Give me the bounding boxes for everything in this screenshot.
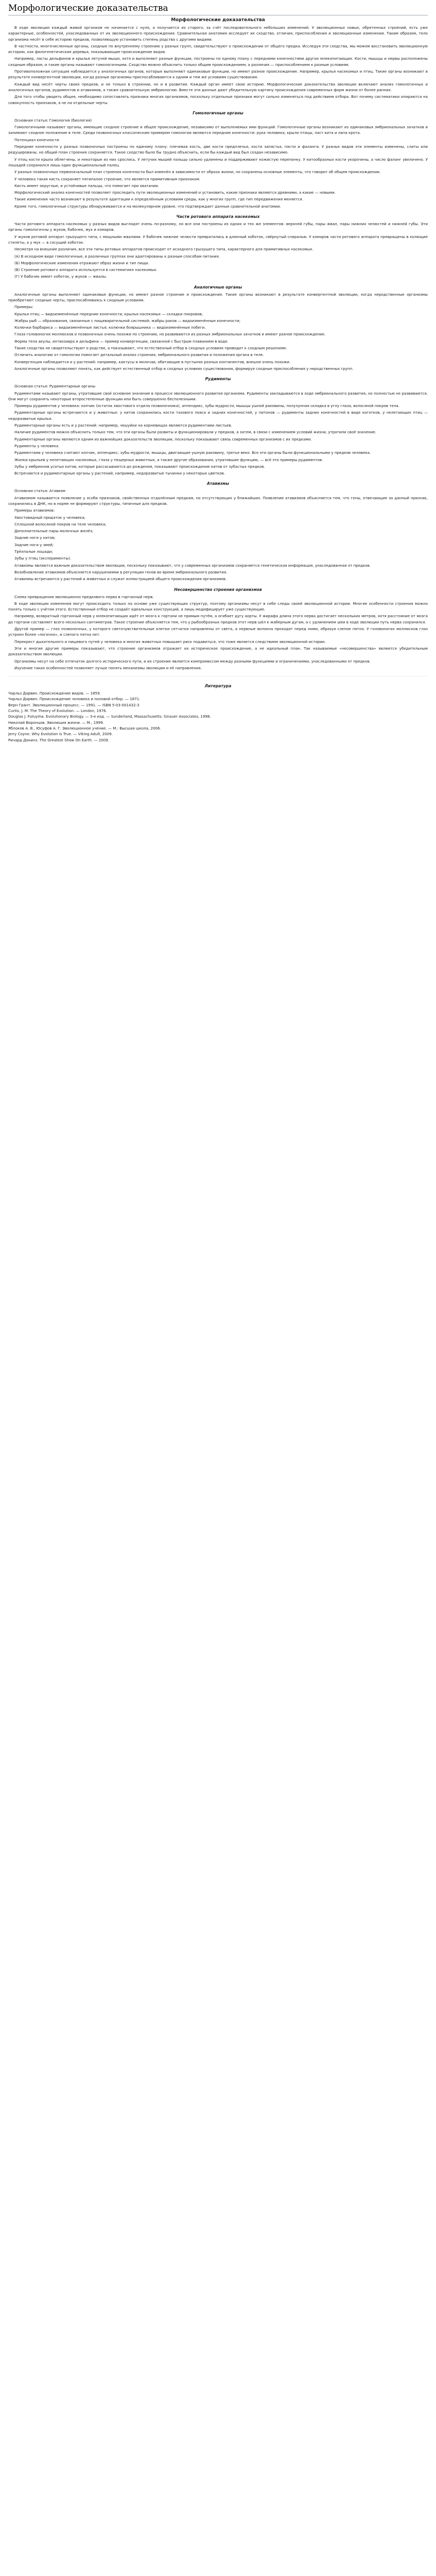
- paragraph: Дополнительные пары молочных желёз;: [14, 529, 94, 534]
- paragraph: Трёхпалые лошади;: [14, 549, 53, 554]
- paragraph: Отличить аналогию от гомологии помогает детальный анализ строения, эмбрионального развития и положения органа в теле.: [14, 352, 264, 358]
- paragraph: Аналогичные органы позволяют понять, как действует естественный отбор в сходных условиях существования, формируя сходные приспособления у неродственных групп.: [14, 366, 354, 371]
- paragraph: Потенциал конечности: [14, 137, 59, 142]
- paragraph: Жилки крыльев у нелетающих насекомых, глаза у пещерных животных, а также другие образования, утратившие функцию, — всё это примеры рудиментов.: [14, 457, 323, 462]
- paragraph: Основная статья: Гомология (биология): [14, 117, 92, 123]
- paragraph: Такие сходства не свидетельствуют о родстве, а показывают, что естественный отбор в сходных условиях приводит к сходным решениям.: [14, 346, 287, 351]
- paragraph: Колючки барбариса — видоизменённые листья; колючки боярышника — видоизменённые побеги.: [14, 325, 206, 330]
- paragraph: Морфологический анализ конечностей позволяет проследить пути эволюционных изменений и установить, какие признаки являются древними, а какие — новыми.: [14, 190, 336, 195]
- paragraph: Примеры атавизмов:: [14, 508, 55, 513]
- paragraph: Встречаются и рудиментарные органы у растений, например, недоразвитые тычинки у некоторых цветков.: [14, 471, 225, 476]
- paragraph: Зубы у птиц (эксперименты).: [14, 556, 71, 561]
- paragraph: Наличие рудиментов можно объяснить только тем, что эти органы были развиты и функционировали у предков, а затем, в связи с изменением условий жизни, утратили своё значение.: [14, 430, 376, 435]
- paragraph: Хвостовидный придаток у человека;: [14, 515, 86, 520]
- literature-item: Douglas J. Futuyma. Evolutionary Biology. — 3-е изд. — Sunderland, Massachusetts: Sinauer Associates, 1998.: [8, 714, 211, 719]
- paragraph: Рудиментарные органы встречаются и у животных: у китов сохранились кости тазового пояса и задних конечностей, у питонов — рудименты задних конечностей в виде коготков, у нелетающих птиц — недоразвитые крылья.: [8, 410, 428, 421]
- literature-item: Curtis, J. M. The Theory of Evolution. — London, 1976.: [8, 708, 107, 714]
- paragraph: Глаза головоногих моллюсков и позвоночных очень похожи по строению, но развиваются из разных эмбриональных зачатков и имеют разное происхождение.: [14, 332, 326, 337]
- article-title: Морфологические доказательства: [171, 18, 265, 23]
- paragraph: Каждый вид несёт черты своих предков, и не только в строении, но и в развитии. Каждый орган имеет свою историю. Морфологические доказательства эволюции включают анализ гомологичных и аналогичных органов, рудиментов и атавизмов, а также сравнительную эмбриологию. Вместе эти данные дают убедительную картину происхождения современных форм жизни от более ранних.: [8, 81, 428, 92]
- paragraph: У разных позвоночных первоначальный план строения конечности был изменён в зависимости от образа жизни, но сохранены основные элементы, что говорит об общем происхождении.: [14, 170, 381, 175]
- paragraph: Организмы несут на себе отпечаток долгого исторического пути, и их строение является компромиссом между разными функциями и ограничениями, унаследованными от предков.: [14, 658, 371, 664]
- paragraph: Противоположная ситуация наблюдается у аналогичных органов, которые выполняют одинаковые функции, но имеют разное происхождение. Например, крылья насекомых и птиц. Такие органы возникают в результате конвергентной эволюции, когда разные организмы приспосабливаются к одним и тем же условиям существования.: [8, 69, 428, 80]
- paragraph: В ходе эволюции изменения могут происходить только на основе уже существующих структур, поэтому организмы несут в себе следы своей эволюционной истории. Многие особенности строения можно понять только с учётом этого. Естественный отбор не создаёт идеальных конструкций, а лишь модифицирует уже существующие.: [8, 601, 428, 612]
- literature-list: [8, 690, 428, 743]
- paragraph: Гомологичными называют органы, имеющие сходное строение и общее происхождение, независимо от выполняемых ими функций. Гомологичные органы возникают из одинаковых эмбриональных зачатков и занимают сходное положение в теле. Среди позвоночных классическим примером гомологии являются передние конечности: рука человека, крыло птицы, ласт кита и лапа крота.: [8, 125, 428, 135]
- literature-item: Ричард Докинз. The Greatest Show On Earth. — 2009.: [8, 737, 109, 742]
- section-title: Части ротового аппарата насекомых: [176, 214, 260, 219]
- paragraph: Например, возвратный гортанный нерв у млекопитающих идёт от мозга к гортани не прямым путём, а огибает дугу аорты. У жирафа длина этого нерва достигает нескольких метров, хотя расстояние от мозга до гортани составляет всего несколько сантиметров. Такое строение объясняется тем, что у рыбообразных предков этот нерв шёл к жаберным дугам, а с удлинением шеи в ходе эволюции путь нерва сохранился.: [8, 614, 428, 624]
- section-title: Несовершенство строения организмов: [174, 587, 262, 592]
- paragraph: Рудиментарные органы являются одним из важнейших доказательств эволюции, поскольку показывают связь современных организмов с их предками.: [14, 436, 312, 442]
- paragraph: Атавизмом называется появление у особи признаков, свойственных отдалённым предкам, но отсутствующих у ближайших. Появление атавизмов объясняется тем, что гены, отвечающие за данный признак, сохранились в ДНК, но в норме не формируют структуры, типичные для предков.: [8, 495, 428, 506]
- paragraph: Другой пример — глаз позвоночных, у которого светочувствительные клетки сетчатки направлены от света, а нервные волокна проходят перед ними, образуя слепое пятно. У головоногих моллюсков глаз устроен более «логично», и слепого пятна нет.: [8, 626, 428, 637]
- paragraph: В частности, многочисленные органы, сходные по внутреннему строению у разных групп, свидетельствуют о происхождении от общего предка. Исследуя эти сходства, мы можем восстановить эволюционную историю, как филогенетические деревья, показывающие происхождение видов.: [8, 43, 428, 55]
- paragraph: Возобновление атавизмов объясняется нарушениями в регуляции генов во время эмбрионального развития.: [14, 569, 228, 574]
- section-title: Аналогичные органы: [194, 284, 242, 290]
- paragraph: Рудименты у человека: [14, 443, 59, 448]
- paragraph: Эти и многие другие примеры показывают, что строение организмов отражает их историческое происхождение, а не идеальный план. Так называемые «несовершенства» являются убедительным доказательством эволюции.: [8, 646, 428, 657]
- paragraph: Атавизмы встречаются у растений и животных и служат иллюстрацией общего происхождения организмов.: [14, 577, 227, 582]
- paragraph: (А) В исходном виде гомологичные, в различных группах они адаптированы к разным способам питания.: [14, 253, 220, 259]
- paragraph: Изучение таких особенностей позволяет лучше понять механизмы эволюции и её направления.: [14, 665, 202, 670]
- paragraph: Такие изменения часто возникают в результате адаптации к определённым условиям среды, как у многих групп, где тип передвижения меняется.: [14, 197, 303, 202]
- paragraph: Основная статья: Атавизм: [14, 488, 66, 494]
- paragraph: Рудиментами называют органы, утратившие своё основное значение в процессе эволюционного развития организма. Рудименты закладываются в ходе эмбрионального развития, но полностью не развиваются. Они могут сохранять некоторые второстепенные функции или быть совершенно бесполезными.: [8, 391, 428, 401]
- paragraph: Основная статья: Рудиментарные органы: [14, 384, 96, 389]
- literature-item: Яблоков А. В., Юсуфов А. Г. Эволюционное учение. — М.: Высшая школа, 2006.: [8, 725, 161, 731]
- paragraph: Конвергенция наблюдается и у растений: например, кактусы и молочаи, обитающие в пустынях разных континентов, внешне очень похожи.: [14, 359, 291, 364]
- paragraph: Перекрест дыхательного и пищевого путей у человека и многих животных повышает риск подавиться, что тоже является следствием эволюционной истории.: [14, 639, 326, 644]
- literature-item: Чарльз Дарвин. Происхождение видов. — 1859.: [8, 691, 101, 696]
- article-body: [8, 25, 428, 671]
- paragraph: Например, ласты дельфинов и крылья летучей мыши, хотя и выполняют разные функции, построены по одному плану с передними конечностями других млекопитающих. Кости, мышцы и нервы расположены сходным образом, и такие органы называют гомологичными. Сходство можно объяснить только общим происхождением, а различия — приспособлением к разным условиям.: [8, 56, 428, 67]
- paragraph: У жуков ротовой аппарат грызущего типа, с мощными жвалами. У бабочек нижние челюсти превратились в длинный хоботок, свёрнутый спиралью. У комаров части ротового аппарата превращены в колющие стилеты, а у мух — в сосущий хоботок.: [8, 234, 428, 245]
- paragraph: (В) Строение ротового аппарата используется в систематике насекомых.: [14, 267, 158, 273]
- paragraph: Кисть имеет округлые, и устойчивые пальцы, что помогает при хватании.: [14, 183, 159, 188]
- paragraph: Аналогичные органы выполняют одинаковые функции, но имеют разное строение и происхождение. Такие органы возникают в результате конвергентной эволюции, когда неродственные организмы приобретают сходные черты, приспосабливаясь к сходным условиям.: [8, 292, 428, 302]
- literature-title: Литература: [204, 684, 232, 689]
- paragraph: Рудиментарные органы есть и у растений: например, чешуйки на корневищах являются рудиментами листьев.: [14, 423, 232, 428]
- paragraph: У человека такая кисть сохраняет пятипалое строение, что является примитивным признаком.: [14, 176, 201, 181]
- paragraph: Примеры:: [14, 304, 33, 310]
- page: [8, 0, 428, 743]
- paragraph: Зубы у эмбрионов усатых китов, которые рассасываются до рождения, показывают происхождение китов от зубастых предков.: [14, 464, 265, 469]
- paragraph: Крылья птиц — видоизменённые передние конечности; крылья насекомых — складки покровов;: [14, 311, 203, 316]
- paragraph: Жабры рыб — образования, связанные с пищеварительной системой; жабры раков — видоизменённые конечности;: [14, 318, 241, 323]
- literature-item: Верн Грант. Эволюционный процесс. — 1991. — ISBN 5-03-001432-3: [8, 702, 139, 707]
- literature-item: Jerry Coyne. Why Evolution is True. — Viking Adult, 2009.: [8, 732, 113, 737]
- paragraph: Форма тела акулы, ихтиозавра и дельфина — пример конвергенции, связанной с быстрым плаванием в воде.: [14, 338, 229, 344]
- paragraph: (Г) У бабочек имеет хоботок, у жуков — жвалы.: [14, 274, 107, 279]
- page-title: Морфологические доказательства: [8, 3, 428, 15]
- literature-item: Чарльз Дарвин. Происхождение человека и половой отбор. — 1871.: [8, 697, 141, 702]
- paragraph: Схема превращения эволюционно предкового нерва в гортанный нерв.: [14, 594, 154, 599]
- paragraph: В ходе эволюции каждый живой организм не начинается с нуля, а получается из старого, за счёт последовательного небольших изменений. У эволюционных новых, обретенных строений, есть уже характерные, особенностей, унаследованных от их эволюционного происхождения. Сравнительная анатомия исследует их сходство, отличия, приспособления и эволюционные изменения. Таким образом, тело организма несёт в себе историю предков, позволяющую установить степень родства с другими видами.: [8, 25, 428, 42]
- paragraph: Части ротового аппарата насекомых у разных видов выглядят очень по-разному, но все они построены из одних и тех же элементов: верхней губы, пары жвал, пары нижних челюстей и нижней губы. Эти органы гомологичны у жуков, бабочек, мух и комаров.: [8, 222, 428, 232]
- section-title: Гомологичные органы: [193, 110, 243, 115]
- paragraph: Кроме того, гомологичные структуры обнаруживаются и на молекулярном уровне, что подтверждает данные сравнительной анатомии.: [14, 204, 281, 209]
- section-title: Атавизмы: [206, 481, 229, 486]
- paragraph: Примеры рудиментов у человека: копчик (остаток хвостового отдела позвоночника), аппендикс, зубы мудрости, мышцы ушной раковины, полулунная складка в углу глаза, волосяной покров тела.: [14, 403, 399, 409]
- section-title: Рудименты: [205, 377, 231, 382]
- paragraph: Задние ноги у змей;: [14, 542, 54, 547]
- paragraph: Несмотря на внешние различия, все эти типы ротовых аппаратов происходят от исходного грызущего типа, характерного для примитивных насекомых.: [14, 247, 313, 252]
- paragraph: (Б) Морфологические изменения отражают образ жизни и тип пищи.: [14, 260, 149, 265]
- literature-item: Николай Воронцов. Эволюция жизни. — М., 1999.: [8, 720, 104, 725]
- paragraph: Задние ноги у китов;: [14, 535, 56, 540]
- paragraph: Рудиментами у человека считают копчик, аппендикс, зубы мудрости, мышцы, двигающие ушную раковину, третье веко. Все эти органы были функциональными у предков человека.: [14, 450, 371, 455]
- paragraph: Сплошной волосяной покров на теле человека;: [14, 521, 107, 527]
- paragraph: У птиц кости крыла облегчены, и некоторые из них срослись. У летучих мышей пальцы сильно удлинены и поддерживают кожистую перепонку. У китообразных кости укорочены, а число фаланг увеличено. У лошадей сохранился лишь один функциональный палец.: [8, 157, 428, 167]
- paragraph: Для того чтобы увидеть общее, необходимо сопоставлять признаки многих организмов, поскольку отдельные признаки могут сильно изменяться под действием отбора. Вот почему систематики опираются на совокупность признаков, а не на отдельные черты.: [8, 94, 428, 105]
- paragraph: Атавизмы являются важным доказательством эволюции, поскольку показывают, что у современных организмов сохраняется генетическая информация, унаследованная от предков.: [14, 563, 371, 568]
- paragraph: Передние конечности у разных позвоночных построены по единому плану: плечевая кость, две кости предплечья, кости запястья, пясти и фаланги. У разных видов эти элементы изменены, слиты или редуцированы, но общий план строения сохраняется. Такое сходство было бы трудно объяснить, если бы каждый вид был создан независимо.: [8, 144, 428, 155]
